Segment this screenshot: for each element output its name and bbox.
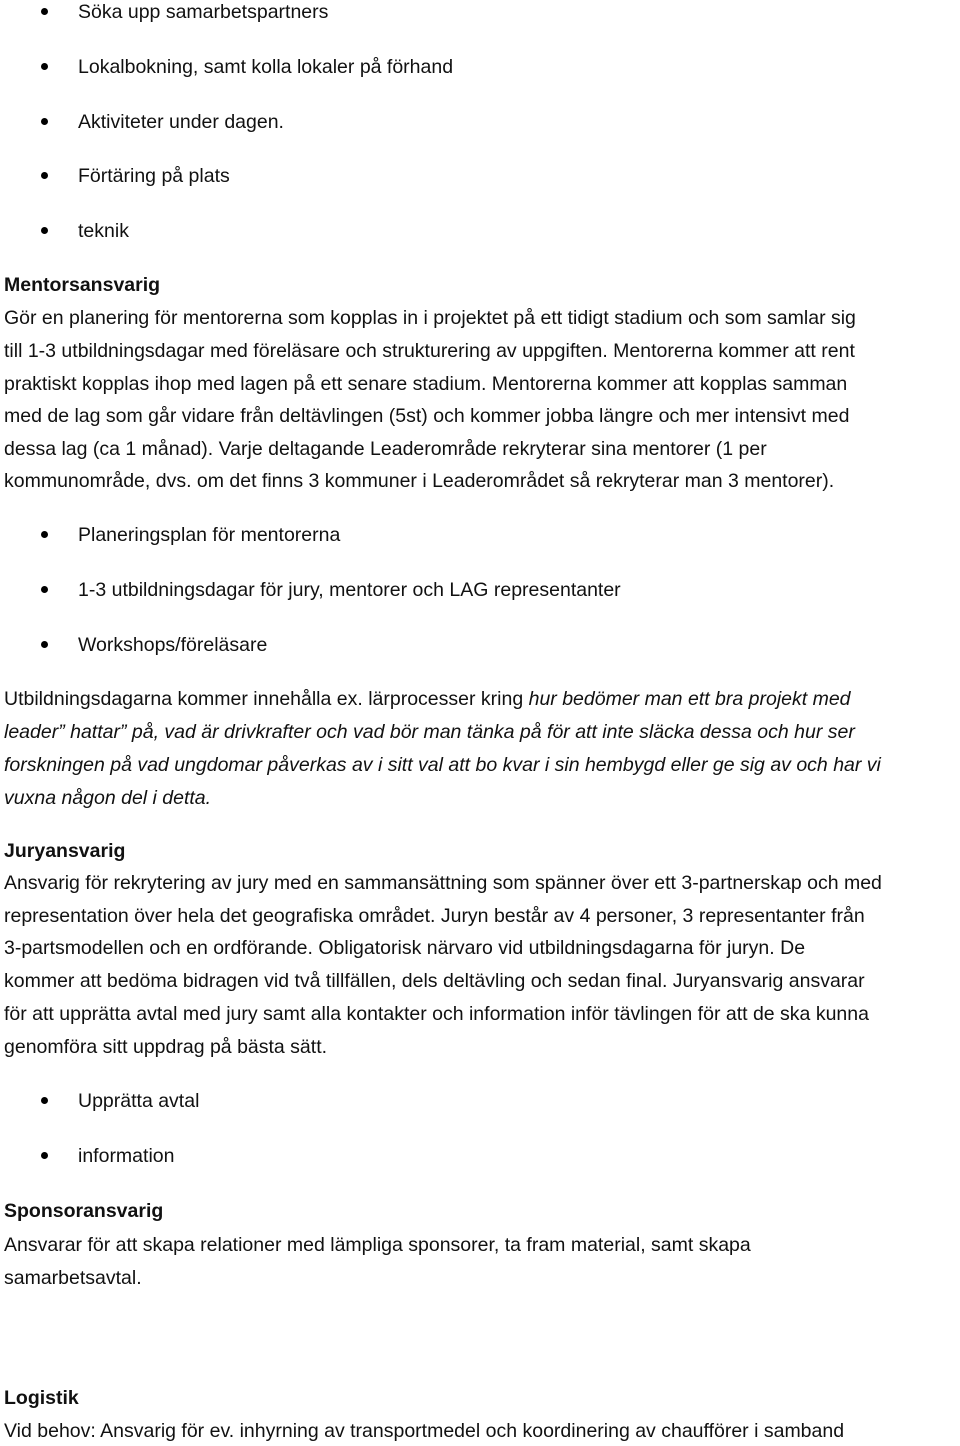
text-run: Mentorerna kommer att rent [607, 340, 855, 362]
text-run: praktiskt kopplas ihop med lagen på ett senare stadium. [4, 373, 487, 395]
paragraph-line: Ansvarig för rekrytering av jury med en sammansättning som spänner över ett 3-partnerskap och med [4, 872, 882, 894]
bullet-icon [41, 8, 48, 15]
bullet-icon [41, 172, 48, 179]
paragraph-line: vuxna någon del i detta. [4, 787, 212, 809]
paragraph-line: kommunområde, dvs. om det finns 3 kommuner i Leaderområdet så rekryterar man 3 mentorer). [4, 470, 835, 492]
list-item-text: teknik [78, 220, 129, 242]
paragraph-line: med de lag som går vidare från deltävlingen (5st) och kommer jobba längre och mer intensivt med [4, 405, 850, 427]
list-item-text: Upprätta avtal [78, 1090, 200, 1112]
paragraph-line: representation över hela det geografiska området. Juryn består av 4 personer, 3 representanter från [4, 905, 865, 927]
bullet-icon [41, 641, 48, 648]
paragraph-line [4, 371, 847, 397]
list-item [0, 54, 940, 80]
paragraph-line: Vid behov: Ansvarig för ev. inhyrning av transportmedel och koordinering av chaufförer i samband [4, 1420, 845, 1442]
paragraph-line: 3-partsmodellen och en ordförande. Obligatorisk närvaro vid utbildningsdagarna för juryn. De [4, 937, 806, 959]
paragraph-line: dessa lag (ca 1 månad). Varje deltagande Leaderområde rekryterar sina mentorer (1 per [4, 438, 767, 460]
paragraph-line: för att upprätta avtal med jury samt alla kontakter och information inför tävlingen för att de ska kunna [4, 1003, 869, 1025]
list-item-text: Aktiviteter under dagen. [78, 111, 284, 133]
list-item-text: Lokalbokning, samt kolla lokaler på förhand [78, 56, 454, 78]
paragraph-line: leader” hattar” på, vad är drivkrafter och vad bör man tänka på för att inte släcka dessa och hur ser [4, 721, 855, 743]
list-item-text: Workshops/föreläsare [78, 634, 268, 656]
list-item-text: 1-3 utbildningsdagar för jury, mentorer och LAG representanter [78, 579, 621, 601]
list-item [0, 632, 940, 658]
paragraph-line: forskningen på vad ungdomar påverkas av i sitt val att bo kvar i sin hembygd eller ge sig av och har vi [4, 754, 881, 776]
bullet-icon [41, 1097, 48, 1104]
list-item [0, 218, 940, 244]
list-item [0, 1143, 940, 1169]
paragraph-line [4, 686, 851, 712]
text-run: Mentorerna kommer att kopplas samman [486, 373, 848, 395]
list-item-text: Förtäring på plats [78, 165, 230, 187]
list-item [0, 163, 940, 189]
bullet-icon [41, 118, 48, 125]
section-heading-jury: Juryansvarig [4, 840, 126, 862]
text-run: Utbildningsdagarna kommer innehålla ex. lärprocesser kring [4, 688, 529, 710]
paragraph-line: Gör en planering för mentorerna som kopplas in i projektet på ett tidigt stadium och som samlar sig [4, 307, 856, 329]
bullet-icon [41, 1152, 48, 1159]
list-item-text: Planeringsplan för mentorerna [78, 524, 341, 546]
paragraph-line [4, 338, 855, 364]
list-item [0, 0, 940, 25]
paragraph-line: kommer att bedöma bidragen vid två tillfällen, dels deltävling och sedan final. Juryansvarig ansvarar [4, 970, 865, 992]
list-item [0, 109, 940, 135]
bullet-icon [41, 227, 48, 234]
section-heading-logistik: Logistik [4, 1387, 79, 1409]
text-run-italic: hur bedömer man ett bra projekt med [528, 688, 851, 710]
paragraph-line: Ansvarar för att skapa relationer med lämpliga sponsorer, ta fram material, samt skapa [4, 1234, 751, 1256]
bullet-icon [41, 531, 48, 538]
bullet-icon [41, 586, 48, 593]
section-heading-sponsor: Sponsoransvarig [4, 1200, 164, 1222]
bullet-icon [41, 63, 48, 70]
list-item [0, 522, 940, 548]
list-item [0, 1088, 940, 1114]
section-heading-mentor: Mentorsansvarig [4, 274, 161, 296]
paragraph-line: genomföra sitt uppdrag på bästa sätt. [4, 1036, 328, 1058]
text-run: till 1-3 utbildningsdagar med föreläsare och strukturering av uppgiften. [4, 340, 608, 362]
list-item-text: Söka upp samarbetspartners [78, 1, 329, 23]
paragraph-line: samarbetsavtal. [4, 1267, 142, 1289]
list-item [0, 577, 940, 603]
list-item-text: information [78, 1145, 175, 1167]
